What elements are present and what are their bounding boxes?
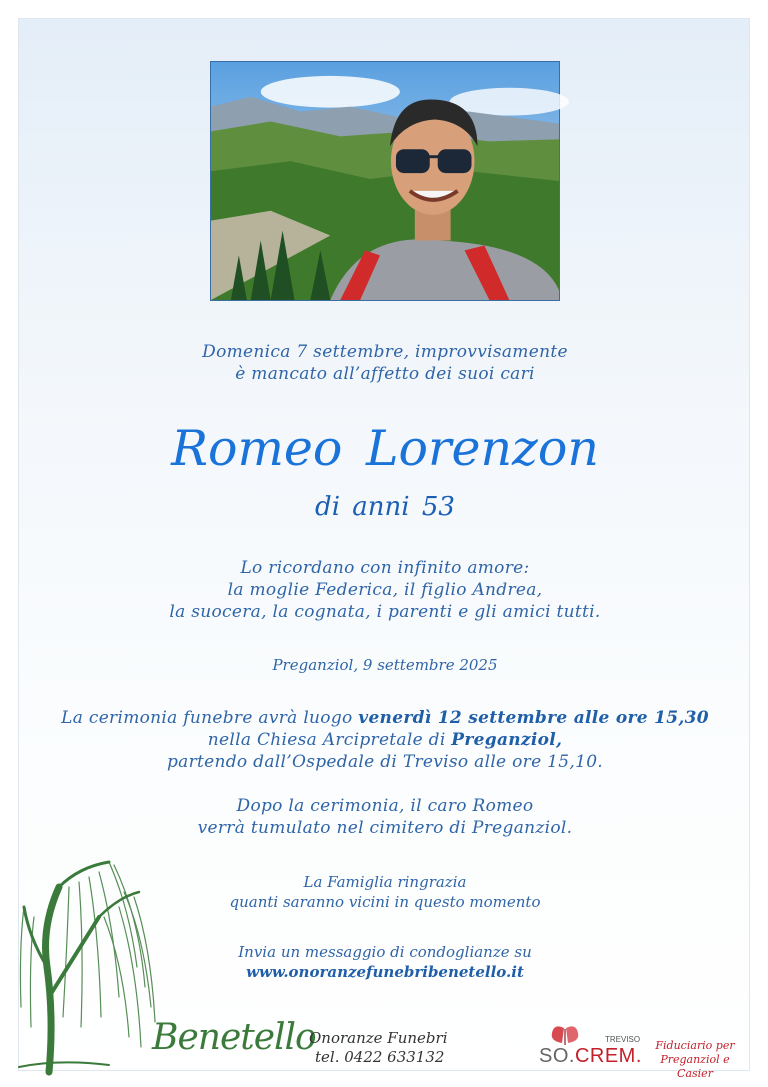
ceremony-datetime: venerdì 12 settembre alle ore 15,30 [358,708,709,728]
thanks-line: La Famiglia ringrazia [303,873,467,891]
fiduciary-note [641,1039,749,1081]
intro-line: Domenica 7 settembre, improvvisamente [202,342,568,362]
funeral-home-name: Onoranze Funebri [309,1029,448,1047]
ceremony-line [19,707,751,729]
fiduciary-line: Fiduciario per [655,1039,735,1052]
socrem-logo [539,1045,642,1068]
ceremony-text [19,707,751,773]
burial-line: verrà tumulato nel cimitero di Preganziol. [197,818,573,838]
intro-line: è mancato all’affetto dei suoi cari [235,364,535,384]
burial-text [19,795,751,839]
portrait-photo [210,61,560,301]
relatives-line: Lo ricordano con infinito amore: [240,558,530,578]
condolence-link[interactable]: www.onoranzefunebribenetello.it [246,963,524,981]
thanks-line: quanti saranno vicini in questo momento [229,893,541,911]
socrem-so: SO. [539,1045,575,1067]
relatives-text [19,557,751,623]
relatives-line: la suocera, la cognata, i parenti e gli amici tutti. [169,602,601,622]
intro-text [19,341,751,385]
obituary-page [18,18,750,1080]
fiduciary-line: Preganziol e Casier [660,1053,730,1080]
ceremony-prefix: nella Chiesa Arcipretale di [207,730,452,750]
ceremony-line [19,729,751,751]
socrem-city: TREVISO [605,1035,641,1044]
ceremony-prefix: La cerimonia funebre avrà luogo [61,708,359,728]
deceased-name: Romeo Lorenzon [171,420,599,477]
socrem-crem: CREM. [574,1045,642,1067]
relatives-line: la moglie Federica, il figlio Andrea, [227,580,543,600]
place-date: Preganziol, 9 settembre 2025 [272,656,498,674]
burial-line: Dopo la cerimonia, il caro Romeo [236,796,534,816]
benetello-logo: Benetello [152,1017,316,1058]
message-line: Invia un messaggio di condoglianze su [238,943,532,961]
ceremony-line: partendo dall’Ospedale di Treviso alle ore 15,10. [166,752,604,772]
ceremony-place: Preganziol, [451,730,563,750]
willow-tree-icon [19,847,159,1072]
deceased-age: di anni 53 [315,492,455,522]
funeral-home-phone: tel. 0422 633132 [315,1048,445,1066]
